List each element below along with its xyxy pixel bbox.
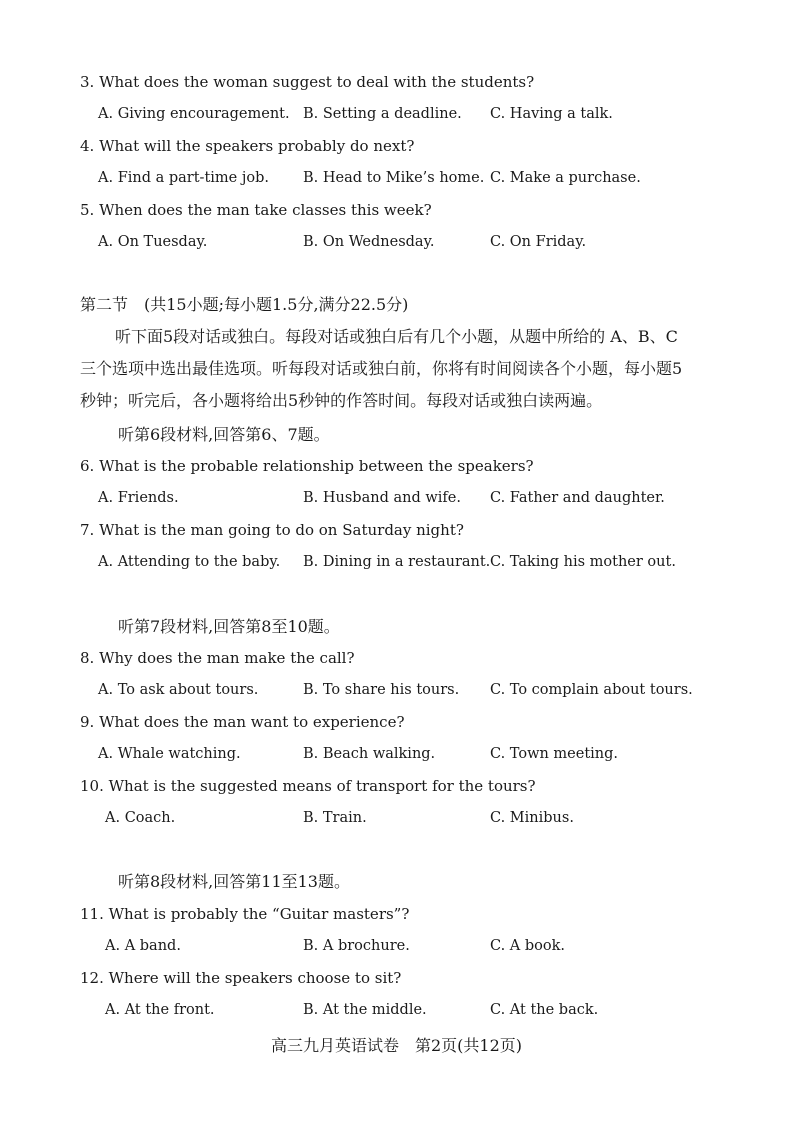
question-3-option-a: A. Giving encouragement. — [98, 106, 290, 122]
question-3-stem: 3. What does the woman suggest to deal with the students? — [80, 73, 535, 91]
question-6-option-b: B. Husband and wife. — [303, 490, 461, 506]
question-5-option-c: C. On Friday. — [490, 234, 587, 250]
question-4-option-c: C. Make a purchase. — [490, 170, 641, 186]
question-7-option-b: B. Dining in a restaurant. — [303, 554, 491, 570]
question-4-option-b: B. Head to Mike’s home. — [303, 170, 485, 186]
question-11-option-c: C. A book. — [490, 938, 566, 954]
question-8-option-c: C. To complain about tours. — [490, 682, 693, 698]
question-8-option-b: B. To share his tours. — [303, 682, 460, 698]
question-11-stem: 11. What is probably the “Guitar masters”? — [80, 905, 410, 923]
question-11-option-a: A. A band. — [105, 938, 181, 954]
question-3-option-b: B. Setting a deadline. — [303, 106, 462, 122]
question-4-option-a: A. Find a part-time job. — [98, 170, 269, 186]
question-10-stem: 10. What is the suggested means of transport for the tours? — [80, 777, 536, 795]
question-10-option-a: A. Coach. — [105, 810, 176, 826]
page-footer: 高三九月英语试卷 第2页(共12页) — [270, 1036, 523, 1055]
question-6-option-a: A. Friends. — [98, 490, 179, 506]
section-2-instruction-2: 三个选项中选出最佳选项。听每段对话或独白前，你将有时间阅读各个小题，每小题5 — [80, 359, 683, 378]
question-9-option-c: C. Town meeting. — [490, 746, 619, 762]
question-3-option-c: C. Having a talk. — [490, 106, 613, 122]
section-2-instruction-3: 秒钟；听完后，各小题将给出5秒钟的作答时间。每段对话或独白读两遍。 — [80, 391, 603, 410]
question-5-stem: 5. When does the man take classes this week? — [80, 201, 432, 219]
question-7-option-c: C. Taking his mother out. — [490, 554, 676, 570]
question-9-stem: 9. What does the man want to experience? — [80, 713, 405, 731]
section-2-instruction-1: 听下面5段对话或独白。每段对话或独白后有几个小题，从题中所给的 A、B、C — [115, 327, 678, 346]
question-8-stem: 8. Why does the man make the call? — [80, 649, 355, 667]
question-12-stem: 12. Where will the speakers choose to sit? — [80, 969, 402, 987]
question-10-option-c: C. Minibus. — [490, 810, 574, 826]
question-9-option-b: B. Beach walking. — [303, 746, 436, 762]
question-5-option-a: A. On Tuesday. — [98, 234, 208, 250]
question-6-option-c: C. Father and daughter. — [490, 490, 665, 506]
question-11-option-b: B. A brochure. — [303, 938, 410, 954]
question-7-stem: 7. What is the man going to do on Saturday night? — [80, 521, 464, 539]
question-7-option-a: A. Attending to the baby. — [98, 554, 281, 570]
question-4-stem: 4. What will the speakers probably do next? — [80, 137, 415, 155]
question-12-option-c: C. At the back. — [490, 1002, 599, 1018]
material-8-heading: 听第8段材料,回答第11至13题。 — [118, 872, 350, 891]
question-6-stem: 6. What is the probable relationship between the speakers? — [80, 457, 534, 475]
question-12-option-b: B. At the middle. — [303, 1002, 427, 1018]
material-7-heading: 听第7段材料,回答第8至10题。 — [118, 617, 340, 636]
question-9-option-a: A. Whale watching. — [98, 746, 241, 762]
material-6-heading: 听第6段材料,回答第6、7题。 — [118, 425, 330, 444]
question-12-option-a: A. At the front. — [105, 1002, 215, 1018]
question-10-option-b: B. Train. — [303, 810, 367, 826]
question-8-option-a: A. To ask about tours. — [98, 682, 259, 698]
question-5-option-b: B. On Wednesday. — [303, 234, 435, 250]
section-2-heading: 第二节 (共15小题;每小题1.5分,满分22.5分) — [80, 295, 409, 314]
